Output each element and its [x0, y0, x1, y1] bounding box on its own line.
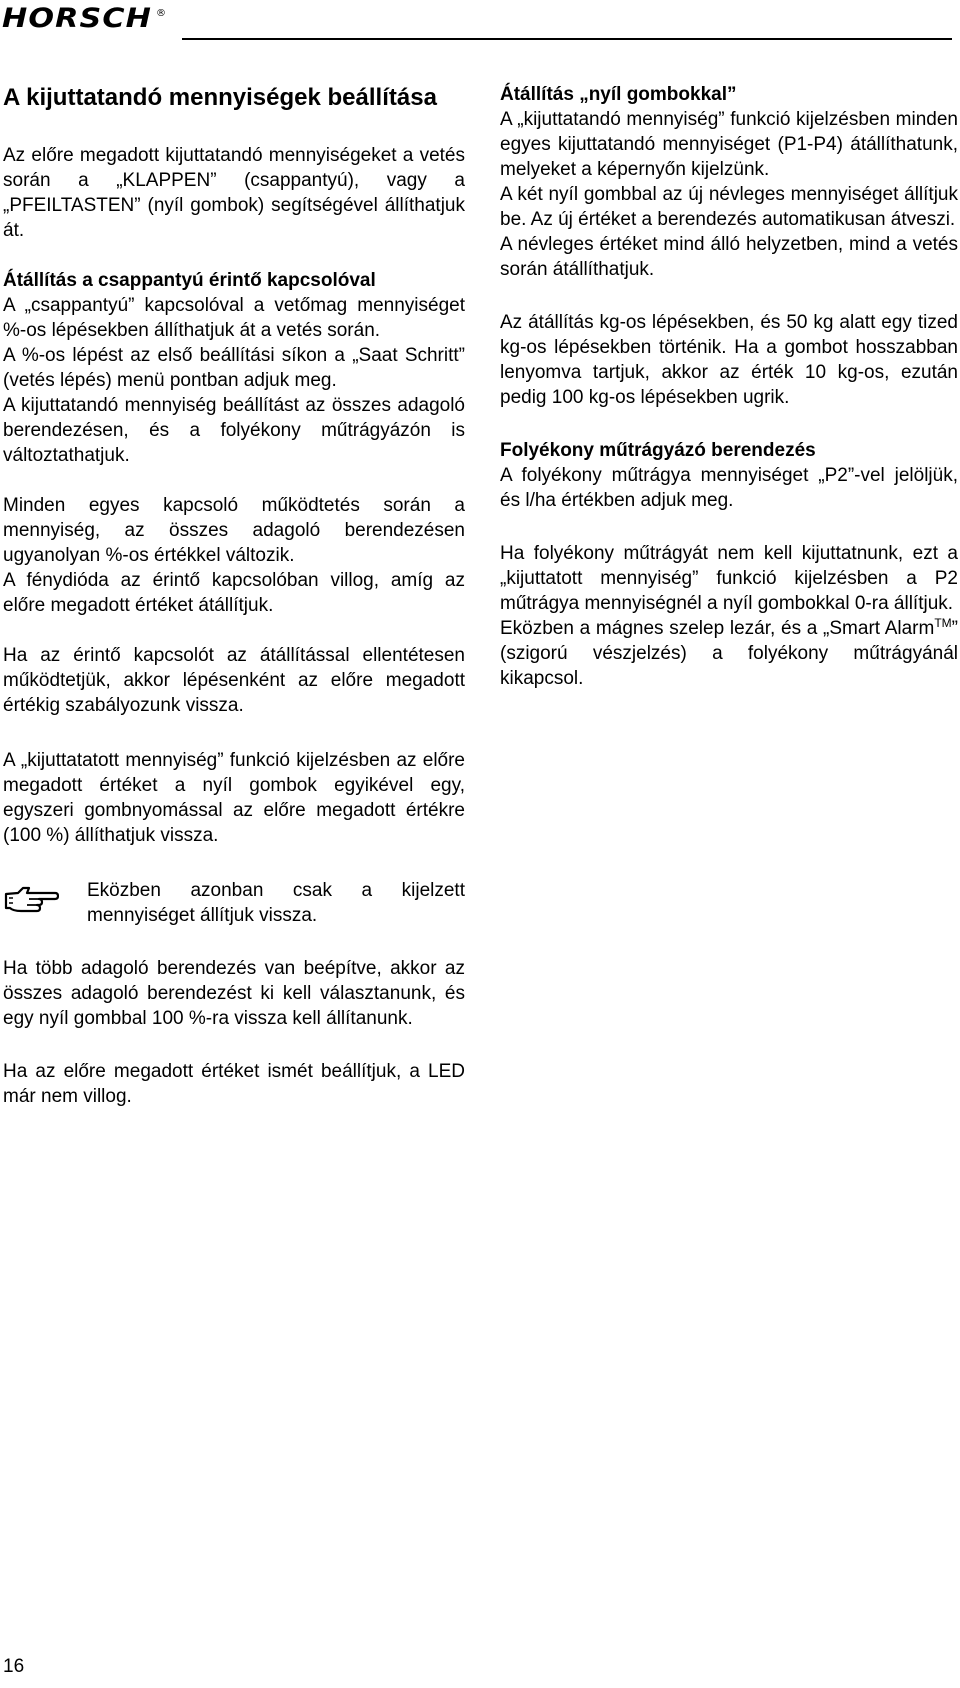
paragraph-ismet: Ha az előre megadott értéket ismét beállítjuk, a LED már nem villog.: [3, 1061, 465, 1107]
page-header: [0, 0, 960, 44]
intro-paragraph: Az előre megadott kijuttatandó mennyiségeket a vetés során a „KLAPPEN” (csappantyú), vagy a „PFEILTASTEN” (nyíl gombok) segítségével állíthatjuk át.: [3, 145, 465, 241]
right-column: [500, 82, 958, 691]
paragraph-nyil-3: A névleges értéket mind álló helyzetben, mind a vetés során átállíthatjuk.: [500, 234, 958, 280]
horsch-logo: [2, 2, 172, 32]
logo-registered-mark: ®: [156, 8, 166, 19]
paragraph-ellentetes: Ha az érintő kapcsolót az átállítással ellentétesen működtetjük, akkor lépésenként az előre megadott értékig szabályozunk vissza.: [3, 645, 465, 716]
paragraph-kg: Az átállítás kg-os lépésekben, és 50 kg alatt egy tized kg-os lépésekben történik. Ha a gombot hosszabban lenyomva tartjuk, akkor az érték 10 kg-os, ezután pedig 100 kg-os lépésekben ugrik.: [500, 312, 958, 408]
header-rule: [182, 38, 952, 40]
page-title: A kijuttatandó mennyiségek beállítása: [3, 84, 437, 111]
paragraph-magnes: [500, 616, 958, 691]
paragraph-magnes-part2: ” (szigorú vészjelzés) a folyékony műtrágyánál kikapcsol.: [500, 618, 958, 689]
section-heading-csappantyu: Átállítás a csappantyú érintő kapcsolóval: [3, 270, 376, 291]
paragraph-csappantyu-3: A kijuttatandó mennyiség beállítást az összes adagoló berendezésen, és a folyékony műtrágyázón is változtathatjuk.: [3, 395, 465, 466]
paragraph-funkcio: A „kijuttatatott mennyiség” funkció kijelzésben az előre megadott értéket a nyíl gombok egyikével egy, egyszeri gombnyomással az előre megadott értékre (100 %) állíthatjuk vissza.: [3, 750, 465, 846]
section-heading-folyekony: Folyékony műtrágyázó berendezés: [500, 440, 816, 461]
note-text: Eközben azonban csak a kijelzett mennyiséget állítjuk vissza.: [87, 880, 465, 926]
trademark-mark: TM: [934, 616, 952, 630]
paragraph-magnes-part1: Eközben a mágnes szelep lezár, és a „Smart Alarm: [500, 618, 935, 639]
paragraph-tobb: Ha több adagoló berendezés van beépítve, akkor az összes adagoló berendezést ki kell választanunk, és egy nyíl gombbal 100 %-ra vissza kell állítanunk.: [3, 958, 465, 1029]
paragraph-nyil-1: A „kijuttatandó mennyiség” funkció kijelzésben minden egyes kijuttatandó mennyiséget (P1-P4) átállíthatunk, melyeket a képernyőn kijelzünk.: [500, 109, 958, 180]
paragraph-nyil-2: A két nyíl gombbal az új névleges mennyiséget állítjuk be. Az új értéket a berendezés automatikusan átveszi.: [500, 184, 958, 230]
pointing-hand-icon: [3, 878, 87, 921]
paragraph-csappantyu-1: A „csappantyú” kapcsolóval a vetőmag mennyiséget %-os lépésekben állíthatjuk át a vetés során.: [3, 295, 465, 341]
logo-text: HORSCH: [2, 3, 152, 32]
paragraph-minden: Minden egyes kapcsoló működtetés során a mennyiség, az összes adagoló berendezésen ugyanolyan %-os értékkel változik.: [3, 495, 465, 566]
paragraph-ha-folyekony: Ha folyékony műtrágyát nem kell kijuttatnunk, ezt a „kijuttatott mennyiség” funkció kijelzésben a P2 műtrágya mennyiségnél a nyíl gombokkal 0-ra állítjuk.: [500, 543, 958, 614]
paragraph-fenydioda: A fénydióda az érintő kapcsolóban villog, amíg az előre megadott értéket átállítjuk.: [3, 570, 465, 616]
page-number: 16: [3, 1656, 25, 1677]
note-block: [3, 878, 465, 928]
paragraph-csappantyu-2: A %-os lépést az első beállítási síkon a „Saat Schritt” (vetés lépés) menü pontban adjuk meg.: [3, 345, 465, 391]
paragraph-folyekony-1: A folyékony műtrágya mennyiséget „P2”-vel jelöljük, és l/ha értékben adjuk meg.: [500, 465, 958, 511]
section-heading-nyil-gombok: Átállítás „nyíl gombokkal”: [500, 84, 737, 105]
left-column: [3, 82, 465, 1109]
